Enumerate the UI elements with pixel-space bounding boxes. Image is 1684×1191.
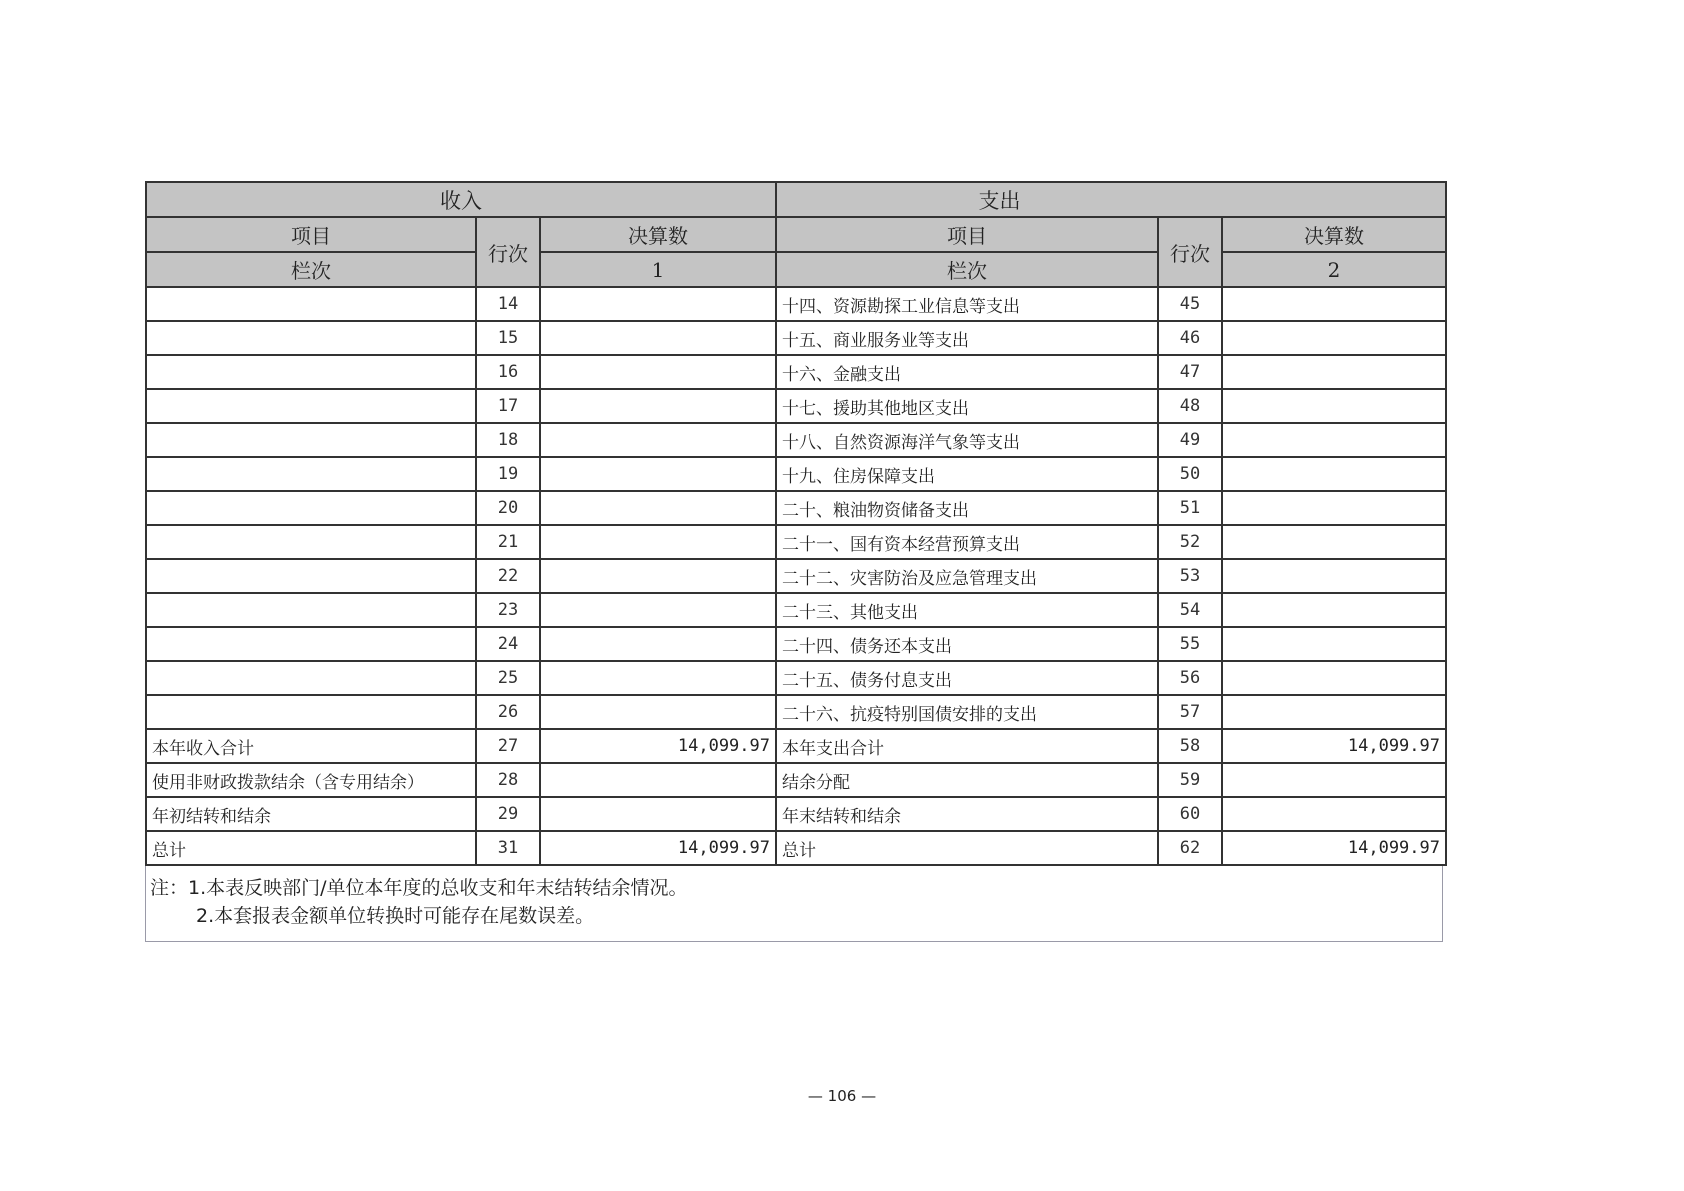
income-amount-cell bbox=[540, 797, 776, 831]
expense-item-cell: 二十三、其他支出 bbox=[776, 593, 1158, 627]
income-item-cell: 总计 bbox=[146, 831, 476, 865]
expense-item-cell: 二十四、债务还本支出 bbox=[776, 627, 1158, 661]
expense-item-cell: 二十、粮油物资储备支出 bbox=[776, 491, 1158, 525]
expense-section-header-tail bbox=[1222, 182, 1446, 217]
expense-amount-cell bbox=[1222, 559, 1446, 593]
expense-amount-cell bbox=[1222, 423, 1446, 457]
expense-amount-cell bbox=[1222, 491, 1446, 525]
income-amount-cell bbox=[540, 525, 776, 559]
income-item-cell bbox=[146, 287, 476, 321]
income-row-no-cell: 26 bbox=[476, 695, 540, 729]
income-row-no-cell: 28 bbox=[476, 763, 540, 797]
income-item-cell bbox=[146, 627, 476, 661]
table-row bbox=[146, 763, 1446, 797]
expense-row-no-cell: 55 bbox=[1158, 627, 1222, 661]
income-item-header: 项目 bbox=[146, 217, 476, 252]
income-row-no-header: 行次 bbox=[476, 217, 540, 287]
income-amount-cell bbox=[540, 321, 776, 355]
expense-amount-cell: 14,099.97 bbox=[1222, 831, 1446, 865]
income-item-cell bbox=[146, 491, 476, 525]
expense-column-index: 2 bbox=[1222, 252, 1446, 287]
expense-row-no-cell: 50 bbox=[1158, 457, 1222, 491]
expense-item-cell: 结余分配 bbox=[776, 763, 1158, 797]
income-row-no-cell: 21 bbox=[476, 525, 540, 559]
page-number: — 106 — bbox=[807, 1087, 877, 1105]
expense-row-no-cell: 62 bbox=[1158, 831, 1222, 865]
expense-amount-cell bbox=[1222, 661, 1446, 695]
income-row-no-cell: 29 bbox=[476, 797, 540, 831]
income-amount-cell bbox=[540, 389, 776, 423]
expense-row-no-cell: 52 bbox=[1158, 525, 1222, 559]
income-item-cell bbox=[146, 695, 476, 729]
expense-item-cell: 本年支出合计 bbox=[776, 729, 1158, 763]
expense-amount-cell bbox=[1222, 321, 1446, 355]
expense-amount-cell bbox=[1222, 355, 1446, 389]
income-item-cell bbox=[146, 661, 476, 695]
income-amount-cell bbox=[540, 355, 776, 389]
expense-item-cell: 十四、资源勘探工业信息等支出 bbox=[776, 287, 1158, 321]
expense-row-no-cell: 48 bbox=[1158, 389, 1222, 423]
income-amount-cell: 14,099.97 bbox=[540, 729, 776, 763]
income-amount-cell bbox=[540, 661, 776, 695]
income-item-cell bbox=[146, 321, 476, 355]
income-row-no-cell: 19 bbox=[476, 457, 540, 491]
income-row-no-cell: 16 bbox=[476, 355, 540, 389]
expense-amount-cell bbox=[1222, 797, 1446, 831]
table-row bbox=[146, 525, 1446, 559]
income-amount-header: 决算数 bbox=[540, 217, 776, 252]
expense-row-no-cell: 60 bbox=[1158, 797, 1222, 831]
table-row bbox=[146, 797, 1446, 831]
expense-item-cell: 十五、商业服务业等支出 bbox=[776, 321, 1158, 355]
expense-section-header: 支出 bbox=[776, 182, 1222, 217]
income-row-no-cell: 14 bbox=[476, 287, 540, 321]
expense-row-no-cell: 59 bbox=[1158, 763, 1222, 797]
table-row bbox=[146, 559, 1446, 593]
table-body bbox=[146, 287, 1446, 865]
income-row-no-cell: 24 bbox=[476, 627, 540, 661]
expense-amount-cell bbox=[1222, 287, 1446, 321]
table-row bbox=[146, 695, 1446, 729]
income-amount-cell bbox=[540, 457, 776, 491]
expense-item-cell: 总计 bbox=[776, 831, 1158, 865]
expense-amount-cell bbox=[1222, 457, 1446, 491]
expense-item-cell: 二十五、债务付息支出 bbox=[776, 661, 1158, 695]
expense-column-label: 栏次 bbox=[776, 252, 1158, 287]
table-row bbox=[146, 593, 1446, 627]
income-row-no-cell: 25 bbox=[476, 661, 540, 695]
expense-row-no-cell: 49 bbox=[1158, 423, 1222, 457]
income-item-cell bbox=[146, 593, 476, 627]
table-row bbox=[146, 661, 1446, 695]
expense-row-no-cell: 47 bbox=[1158, 355, 1222, 389]
income-item-cell bbox=[146, 423, 476, 457]
table-row bbox=[146, 729, 1446, 763]
expense-amount-header: 决算数 bbox=[1222, 217, 1446, 252]
expense-amount-cell: 14,099.97 bbox=[1222, 729, 1446, 763]
column-header-row bbox=[146, 217, 1446, 252]
income-column-label: 栏次 bbox=[146, 252, 476, 287]
expense-row-no-cell: 54 bbox=[1158, 593, 1222, 627]
income-amount-cell bbox=[540, 593, 776, 627]
expense-item-cell: 十七、援助其他地区支出 bbox=[776, 389, 1158, 423]
expense-amount-cell bbox=[1222, 763, 1446, 797]
income-row-no-cell: 23 bbox=[476, 593, 540, 627]
table-row bbox=[146, 389, 1446, 423]
income-row-no-cell: 18 bbox=[476, 423, 540, 457]
income-item-cell bbox=[146, 559, 476, 593]
table-row bbox=[146, 287, 1446, 321]
expense-amount-cell bbox=[1222, 627, 1446, 661]
expense-row-no-cell: 51 bbox=[1158, 491, 1222, 525]
income-item-cell: 年初结转和结余 bbox=[146, 797, 476, 831]
note-line-1: 注：1.本表反映部门/单位本年度的总收支和年末结转结余情况。 bbox=[150, 877, 688, 899]
expense-amount-cell bbox=[1222, 525, 1446, 559]
expense-item-cell: 年末结转和结余 bbox=[776, 797, 1158, 831]
income-item-cell: 使用非财政拨款结余（含专用结余） bbox=[146, 763, 476, 797]
income-amount-cell bbox=[540, 763, 776, 797]
income-amount-cell: 14,099.97 bbox=[540, 831, 776, 865]
section-header-row bbox=[146, 182, 1446, 217]
expense-amount-cell bbox=[1222, 593, 1446, 627]
expense-item-header: 项目 bbox=[776, 217, 1158, 252]
income-amount-cell bbox=[540, 491, 776, 525]
expense-item-cell: 十六、金融支出 bbox=[776, 355, 1158, 389]
expense-row-no-cell: 46 bbox=[1158, 321, 1222, 355]
table-row bbox=[146, 831, 1446, 865]
income-expense-table bbox=[145, 181, 1447, 866]
table-row bbox=[146, 491, 1446, 525]
expense-row-no-cell: 56 bbox=[1158, 661, 1222, 695]
table-row bbox=[146, 627, 1446, 661]
income-item-cell bbox=[146, 389, 476, 423]
income-column-index: 1 bbox=[540, 252, 776, 287]
budget-sheet bbox=[145, 181, 1445, 942]
table-row bbox=[146, 457, 1446, 491]
expense-row-no-cell: 45 bbox=[1158, 287, 1222, 321]
income-amount-cell bbox=[540, 559, 776, 593]
income-item-cell bbox=[146, 355, 476, 389]
expense-item-cell: 十八、自然资源海洋气象等支出 bbox=[776, 423, 1158, 457]
income-row-no-cell: 20 bbox=[476, 491, 540, 525]
expense-amount-cell bbox=[1222, 389, 1446, 423]
expense-amount-cell bbox=[1222, 695, 1446, 729]
column-index-row bbox=[146, 252, 1446, 287]
expense-row-no-cell: 58 bbox=[1158, 729, 1222, 763]
table-row bbox=[146, 423, 1446, 457]
expense-item-cell: 十九、住房保障支出 bbox=[776, 457, 1158, 491]
income-amount-cell bbox=[540, 695, 776, 729]
table-row bbox=[146, 355, 1446, 389]
income-row-no-cell: 31 bbox=[476, 831, 540, 865]
income-item-cell bbox=[146, 525, 476, 559]
income-row-no-cell: 22 bbox=[476, 559, 540, 593]
expense-row-no-header: 行次 bbox=[1158, 217, 1222, 287]
note-line-2: 2.本套报表金额单位转换时可能存在尾数误差。 bbox=[196, 905, 595, 927]
table-row bbox=[146, 321, 1446, 355]
expense-row-no-cell: 53 bbox=[1158, 559, 1222, 593]
income-amount-cell bbox=[540, 423, 776, 457]
income-row-no-cell: 15 bbox=[476, 321, 540, 355]
expense-item-cell: 二十六、抗疫特别国债安排的支出 bbox=[776, 695, 1158, 729]
income-section-header: 收入 bbox=[146, 182, 776, 217]
income-item-cell: 本年收入合计 bbox=[146, 729, 476, 763]
income-amount-cell bbox=[540, 627, 776, 661]
income-row-no-cell: 17 bbox=[476, 389, 540, 423]
income-row-no-cell: 27 bbox=[476, 729, 540, 763]
table-note bbox=[145, 866, 1443, 942]
expense-item-cell: 二十二、灾害防治及应急管理支出 bbox=[776, 559, 1158, 593]
expense-item-cell: 二十一、国有资本经营预算支出 bbox=[776, 525, 1158, 559]
income-item-cell bbox=[146, 457, 476, 491]
expense-row-no-cell: 57 bbox=[1158, 695, 1222, 729]
income-amount-cell bbox=[540, 287, 776, 321]
